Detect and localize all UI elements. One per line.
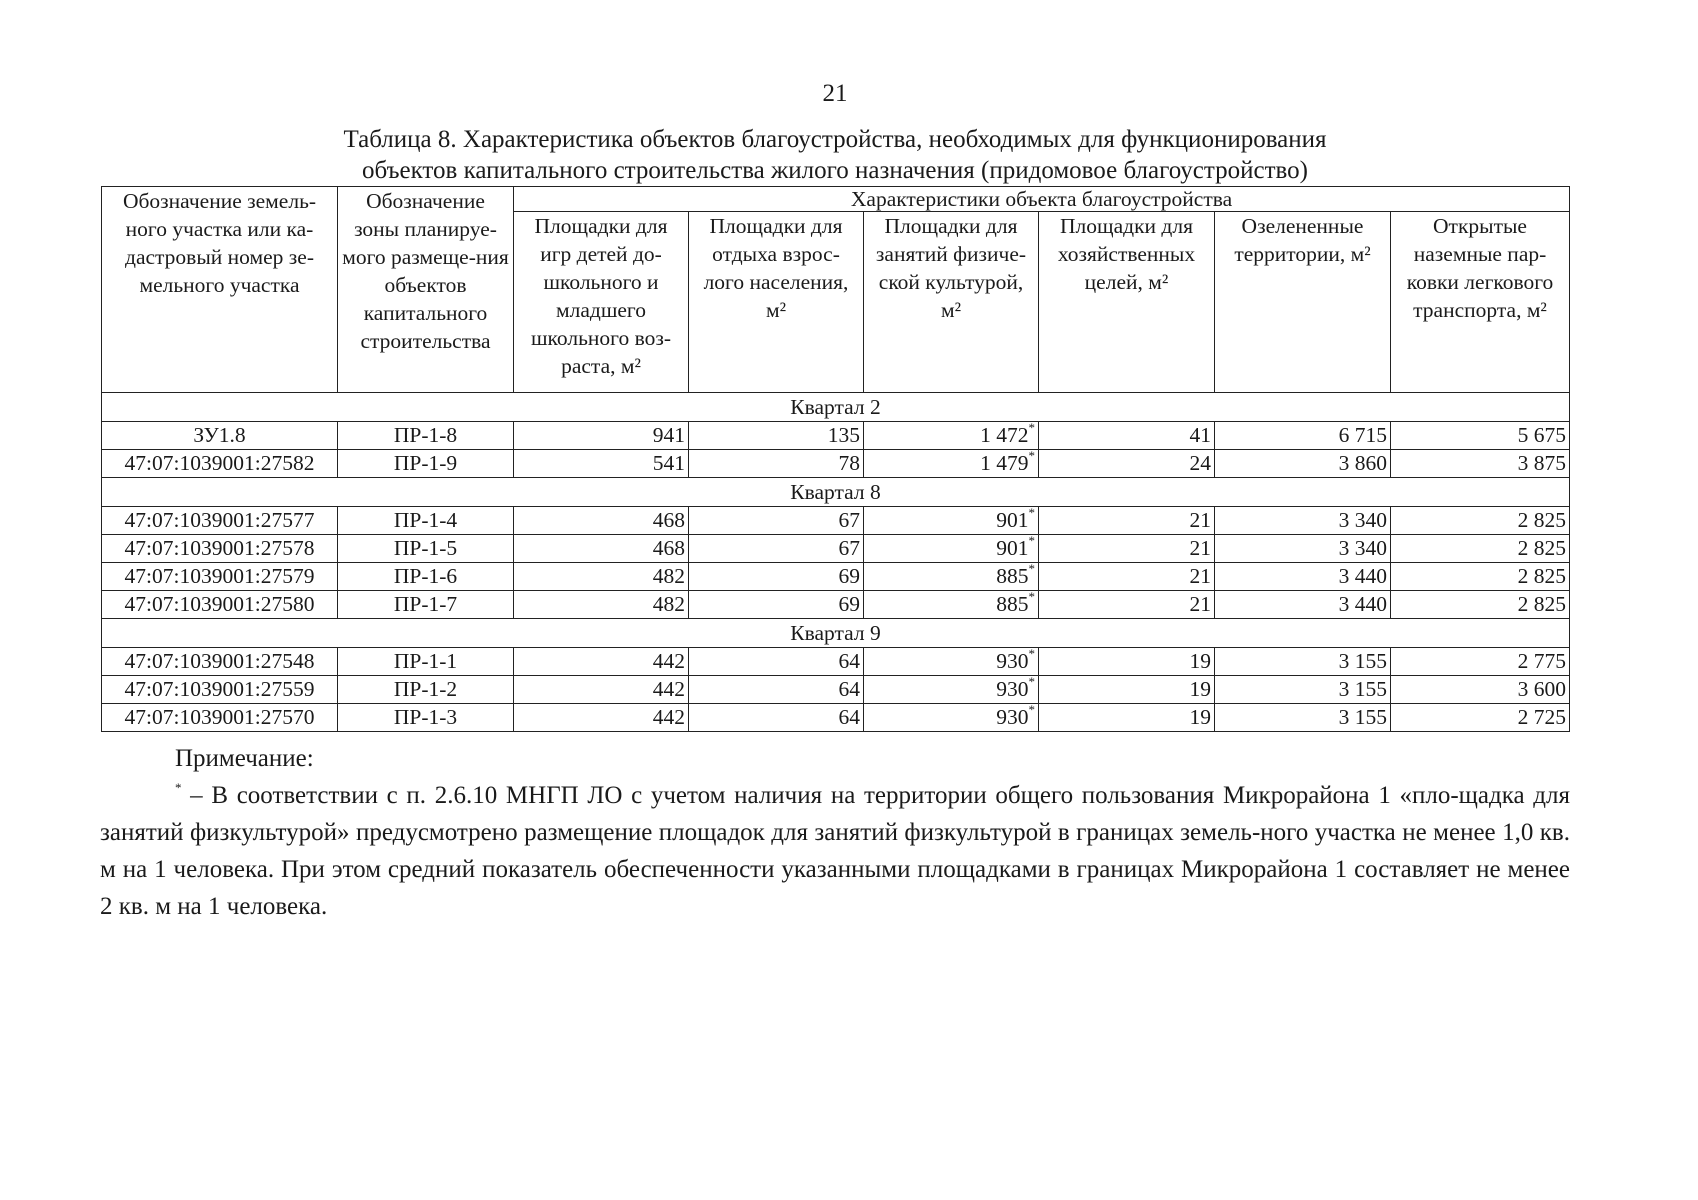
cell-children-value: 482: [652, 564, 685, 588]
cell-green: [1215, 450, 1391, 478]
cell-plot: [102, 704, 338, 732]
cell-green: [1215, 563, 1391, 591]
cell-parking-value: 3 600: [1517, 677, 1567, 701]
cell-adults: [689, 422, 864, 450]
cell-children: [514, 591, 689, 619]
cell-green: [1215, 676, 1391, 704]
cell-children: [514, 676, 689, 704]
cell-household: [1039, 450, 1215, 478]
cell-parking: [1391, 676, 1570, 704]
table-row: [102, 422, 1570, 450]
cell-children-value: 442: [652, 677, 685, 701]
cell-household: [1039, 648, 1215, 676]
table-body: [102, 393, 1570, 732]
cell-adults-value: 64: [838, 649, 860, 673]
cell-sport: [864, 535, 1039, 563]
cell-plot-value: 47:07:1039001:27582: [124, 451, 315, 475]
cell-household: [1039, 535, 1215, 563]
cell-household: [1039, 507, 1215, 535]
cell-household: [1039, 704, 1215, 732]
header-parking: Открытые наземные пар-ковки легкового транспорта, м²: [1391, 212, 1570, 393]
cell-children: [514, 450, 689, 478]
group-label: Квартал 9: [102, 619, 1570, 648]
header-plot: Обозначение земель-ного участка или ка-дастровый номер зе-мельного участка: [102, 187, 338, 393]
cell-green: [1215, 507, 1391, 535]
cell-children: [514, 648, 689, 676]
table-row: [102, 535, 1570, 563]
cell-adults-value: 64: [838, 705, 860, 729]
cell-parking: [1391, 648, 1570, 676]
cell-zone-value: ПР-1-5: [393, 536, 458, 560]
table-row: [102, 704, 1570, 732]
cell-children-value: 482: [652, 592, 685, 616]
group-row: [102, 619, 1570, 648]
cell-plot-value: 47:07:1039001:27559: [124, 677, 315, 701]
footnote-mark: *: [1028, 421, 1035, 435]
cell-household-value: 24: [1189, 451, 1211, 475]
cell-children: [514, 422, 689, 450]
caption-line-2: объектов капитального строительства жилого назначения (придомовое благоустройство): [362, 157, 1308, 184]
cell-zone: [338, 591, 514, 619]
cell-plot: [102, 648, 338, 676]
cell-plot: [102, 422, 338, 450]
group-label: Квартал 8: [102, 478, 1570, 507]
cell-parking: [1391, 422, 1570, 450]
note-body: – В соответствии с п. 2.6.10 МНГП ЛО с учетом наличия на территории общего пользования Микрорайона 1 «пло-щадка для занятий физкультурой» предусмотрено размещение площадок для занятий физкультурой в границах земель-ного участка не менее 1,0 кв. м на 1 человека. При этом средний показатель обеспеченности указанными площадками в границах Микрорайона 1 составляет не менее 2 кв. м на 1 человека.: [100, 782, 1570, 920]
cell-household: [1039, 422, 1215, 450]
cell-children-value: 468: [652, 508, 685, 532]
cell-household-value: 21: [1189, 536, 1211, 560]
header-sport-grounds: Площадки для занятий физиче-ской культурой, м²: [864, 212, 1039, 393]
cell-children: [514, 535, 689, 563]
header-green-areas: Озелененные территории, м²: [1215, 212, 1391, 393]
cell-household-value: 19: [1189, 705, 1211, 729]
cell-adults: [689, 591, 864, 619]
cell-zone: [338, 648, 514, 676]
cell-green-value: 3 155: [1338, 677, 1387, 701]
cell-zone-value: ПР-1-2: [393, 677, 458, 701]
cell-household-value: 21: [1189, 564, 1211, 588]
cell-plot-value: 47:07:1039001:27579: [124, 564, 315, 588]
footnote-mark: *: [1028, 562, 1035, 576]
header-zone: Обозначение зоны планируе-мого размеще-ния объектов капитального строительства: [338, 187, 514, 393]
caption-line-1: Таблица 8. Характеристика объектов благоустройства, необходимых для функционирования: [343, 126, 1327, 153]
cell-zone: [338, 563, 514, 591]
cell-green: [1215, 704, 1391, 732]
cell-plot-value: 47:07:1039001:27570: [124, 705, 315, 729]
footnote-mark: *: [1028, 675, 1035, 689]
cell-adults: [689, 450, 864, 478]
cell-children: [514, 704, 689, 732]
cell-sport: [864, 563, 1039, 591]
cell-green-value: 3 860: [1338, 451, 1387, 475]
cell-zone: [338, 704, 514, 732]
cell-adults-value: 69: [838, 564, 860, 588]
cell-parking-value: 2 825: [1517, 508, 1567, 532]
cell-household-value: 21: [1189, 592, 1211, 616]
table-caption: [100, 124, 1570, 186]
cell-plot-value: ЗУ1.8: [193, 423, 246, 447]
cell-sport-value: 885: [996, 564, 1029, 588]
footnote-mark: *: [1028, 703, 1035, 717]
footnote-mark: *: [1028, 449, 1035, 463]
cell-plot-value: 47:07:1039001:27548: [124, 649, 315, 673]
cell-children-value: 541: [652, 451, 685, 475]
cell-parking-value: 5 675: [1517, 423, 1567, 447]
cell-zone-value: ПР-1-9: [393, 451, 458, 475]
cell-parking-value: 2 825: [1517, 592, 1567, 616]
cell-zone: [338, 422, 514, 450]
cell-sport-value: 885: [996, 592, 1029, 616]
cell-zone-value: ПР-1-6: [393, 564, 458, 588]
amenities-table: [101, 186, 1570, 732]
cell-parking-value: 2 725: [1517, 705, 1567, 729]
cell-green: [1215, 422, 1391, 450]
cell-plot: [102, 676, 338, 704]
cell-adults-value: 67: [838, 536, 860, 560]
footnote-mark: *: [1028, 590, 1035, 604]
cell-household: [1039, 676, 1215, 704]
note: [100, 740, 1570, 925]
cell-zone-value: ПР-1-1: [393, 649, 458, 673]
cell-zone: [338, 535, 514, 563]
cell-parking: [1391, 535, 1570, 563]
cell-adults-value: 135: [827, 423, 860, 447]
group-row: [102, 478, 1570, 507]
cell-plot-value: 47:07:1039001:27580: [124, 592, 315, 616]
cell-children-value: 442: [652, 649, 685, 673]
cell-household: [1039, 563, 1215, 591]
header-adult-recreation: Площадки для отдыха взрос-лого населения, м²: [689, 212, 864, 393]
cell-parking-value: 2 825: [1517, 536, 1567, 560]
cell-green-value: 6 715: [1338, 423, 1387, 447]
cell-parking: [1391, 591, 1570, 619]
cell-sport-value: 901: [996, 536, 1029, 560]
cell-sport: [864, 450, 1039, 478]
cell-sport: [864, 507, 1039, 535]
cell-children: [514, 507, 689, 535]
group-row: [102, 393, 1570, 422]
cell-children-value: 941: [652, 423, 685, 447]
cell-adults-value: 69: [838, 592, 860, 616]
table-row: [102, 648, 1570, 676]
cell-sport: [864, 648, 1039, 676]
cell-children: [514, 563, 689, 591]
cell-parking: [1391, 450, 1570, 478]
cell-green-value: 3 155: [1338, 705, 1387, 729]
cell-children-value: 468: [652, 536, 685, 560]
cell-parking: [1391, 507, 1570, 535]
cell-green-value: 3 440: [1338, 592, 1387, 616]
cell-adults: [689, 648, 864, 676]
table-row: [102, 591, 1570, 619]
cell-adults: [689, 676, 864, 704]
cell-sport: [864, 704, 1039, 732]
cell-sport-value: 1 479: [980, 451, 1029, 475]
cell-sport-value: 930: [996, 677, 1029, 701]
cell-adults: [689, 535, 864, 563]
cell-zone-value: ПР-1-7: [393, 592, 458, 616]
cell-household-value: 41: [1189, 423, 1211, 447]
cell-green-value: 3 340: [1338, 508, 1387, 532]
cell-zone-value: ПР-1-4: [393, 508, 458, 532]
cell-green: [1215, 535, 1391, 563]
cell-sport: [864, 591, 1039, 619]
header-row-1: [102, 187, 1570, 212]
cell-adults-value: 78: [838, 451, 860, 475]
cell-parking: [1391, 704, 1570, 732]
footnote-mark: *: [1028, 647, 1035, 661]
cell-zone: [338, 507, 514, 535]
cell-parking-value: 3 875: [1517, 451, 1567, 475]
cell-household: [1039, 591, 1215, 619]
cell-plot-value: 47:07:1039001:27577: [124, 508, 315, 532]
cell-household-value: 19: [1189, 677, 1211, 701]
cell-plot: [102, 450, 338, 478]
cell-adults-value: 67: [838, 508, 860, 532]
cell-household-value: 19: [1189, 649, 1211, 673]
table-row: [102, 450, 1570, 478]
cell-household-value: 21: [1189, 508, 1211, 532]
cell-green-value: 3 155: [1338, 649, 1387, 673]
cell-green-value: 3 340: [1338, 536, 1387, 560]
cell-parking: [1391, 563, 1570, 591]
cell-sport-value: 1 472: [980, 423, 1029, 447]
note-asterisk: *: [175, 779, 182, 795]
cell-sport-value: 930: [996, 649, 1029, 673]
cell-green: [1215, 648, 1391, 676]
cell-adults: [689, 507, 864, 535]
header-characteristics: Характеристики объекта благоустройства: [514, 187, 1570, 212]
cell-plot-value: 47:07:1039001:27578: [124, 536, 315, 560]
cell-zone-value: ПР-1-3: [393, 705, 458, 729]
cell-green-value: 3 440: [1338, 564, 1387, 588]
page-number: 21: [822, 80, 848, 107]
cell-green: [1215, 591, 1391, 619]
group-label: Квартал 2: [102, 393, 1570, 422]
note-label: Примечание:: [175, 745, 314, 772]
cell-plot: [102, 535, 338, 563]
cell-sport: [864, 422, 1039, 450]
cell-parking-value: 2 775: [1517, 649, 1567, 673]
cell-adults-value: 64: [838, 677, 860, 701]
note-text: [100, 777, 1570, 925]
header-children-playgrounds: Площадки для игр детей до-школьного и младшего школьного воз-раста, м²: [514, 212, 689, 393]
cell-zone: [338, 450, 514, 478]
cell-zone: [338, 676, 514, 704]
cell-adults: [689, 563, 864, 591]
cell-plot: [102, 591, 338, 619]
table-row: [102, 676, 1570, 704]
cell-plot: [102, 507, 338, 535]
table-row: [102, 507, 1570, 535]
footnote-mark: *: [1028, 506, 1035, 520]
table-row: [102, 563, 1570, 591]
cell-sport: [864, 676, 1039, 704]
cell-sport-value: 930: [996, 705, 1029, 729]
cell-adults: [689, 704, 864, 732]
footnote-mark: *: [1028, 534, 1035, 548]
cell-plot: [102, 563, 338, 591]
cell-sport-value: 901: [996, 508, 1029, 532]
cell-children-value: 442: [652, 705, 685, 729]
header-household-grounds: Площадки для хозяйственных целей, м²: [1039, 212, 1215, 393]
cell-parking-value: 2 825: [1517, 564, 1567, 588]
cell-zone-value: ПР-1-8: [393, 423, 458, 447]
